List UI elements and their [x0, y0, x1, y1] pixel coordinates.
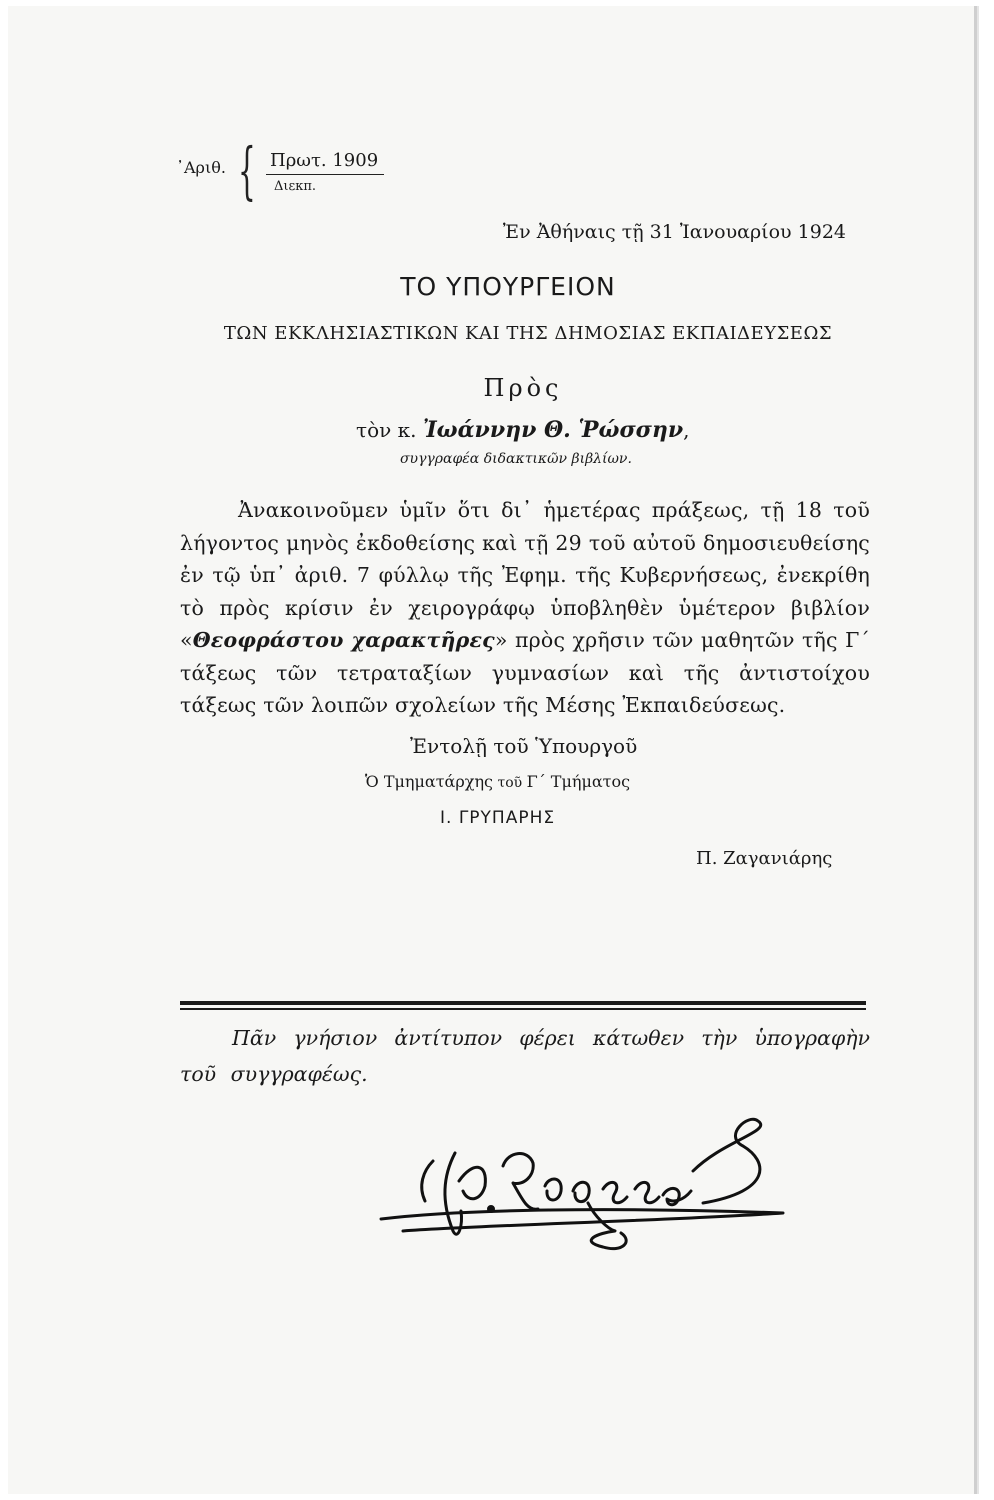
addressee-name: Ἰωάννην Θ. Ῥώσσην: [422, 417, 684, 443]
ministry-subtitle: ΤΩΝ ΕΚΚΛΗΣΙΑΣΤΙΚΩΝ ΚΑΙ ΤΗΣ ΔΗΜΟΣΙΑΣ ΕΚΠΑΙΔΕΥΣΕΩΣ: [223, 323, 833, 344]
reference-diekp: Διεκπ.: [274, 179, 317, 194]
closing-dept-head: [365, 772, 630, 791]
separator-thick: [180, 1001, 866, 1005]
author-signature: [363, 1091, 808, 1271]
closing-order: Ἐντολῇ τοῦ Ὑπουργοῦ: [410, 734, 638, 758]
authenticity-note: Πᾶν γνήσιον ἀντίτυπον φέρει κάτωθεν τὴν ὑπογραφὴν τοῦ συγγραφέως.: [180, 1026, 870, 1086]
dept-head-b: τοῦ: [493, 775, 527, 791]
brace-icon: {: [238, 134, 256, 207]
reference-underline: [266, 174, 384, 175]
letter-body: [180, 494, 870, 722]
dept-head-a: Ὁ Τμηματάρχης: [365, 772, 493, 791]
addressee-prefix: τὸν κ.: [356, 418, 423, 442]
addressee-to: Πρὸς: [483, 374, 563, 402]
dept-head-c: Γ΄ Τμήματος: [526, 772, 631, 791]
book-title: Θεοφράστου χαρακτῆρες: [192, 628, 495, 652]
addressee-line: [356, 417, 690, 443]
body-part-2: » πρὸς χρῆσιν τῶν μαθητῶν τῆς Γ΄ τάξεως τῶν τετραταξίων γυμνασίων καὶ τῆς ἀντιστοίχου τάξεως τῶν λοιπῶν σχολείων τῆς Μέσης Ἐκπαιδεύσεως.: [180, 628, 871, 717]
document-page: [8, 6, 977, 1494]
body-part-1: Ἀνακοινοῦμεν ὑμῖν ὅτι δι᾿ ἡμετέρας πράξεως, τῇ 18 τοῦ λήγοντος μηνὸς ἐκδοθείσης καὶ τῇ 29 τοῦ αὐτοῦ δημοσιευθείσης ἐν τῷ ὑπ᾿ ἀριθ. 7 φύλλῳ τῆς Ἐφημ. τῆς Κυβερνήσεως, ἐνεκρίθη τὸ πρὸς κρίσιν ἐν χειρογράφῳ ὑποβληθὲν ὑμέτερον βιβλίον «: [180, 498, 870, 652]
addressee-suffix: ,: [683, 418, 690, 442]
reference-protocol: Πρωτ. 1909: [270, 150, 379, 171]
closing-signer: Ι. ΓΡΥΠΑΡΗΣ: [440, 808, 556, 828]
closing-clerk: Π. Ζαγανιάρης: [696, 848, 833, 869]
letter-date: Ἐν Ἀθήναις τῇ 31 Ἰανουαρίου 1924: [502, 221, 846, 243]
reference-label: ᾿Αριθ.: [176, 158, 226, 177]
addressee-role: συγγραφέα διδακτικῶν βιβλίων.: [400, 451, 632, 467]
ministry-title: ΤΟ ΥΠΟΥΡΓΕΙΟΝ: [400, 272, 616, 301]
separator-thin: [180, 1008, 866, 1010]
